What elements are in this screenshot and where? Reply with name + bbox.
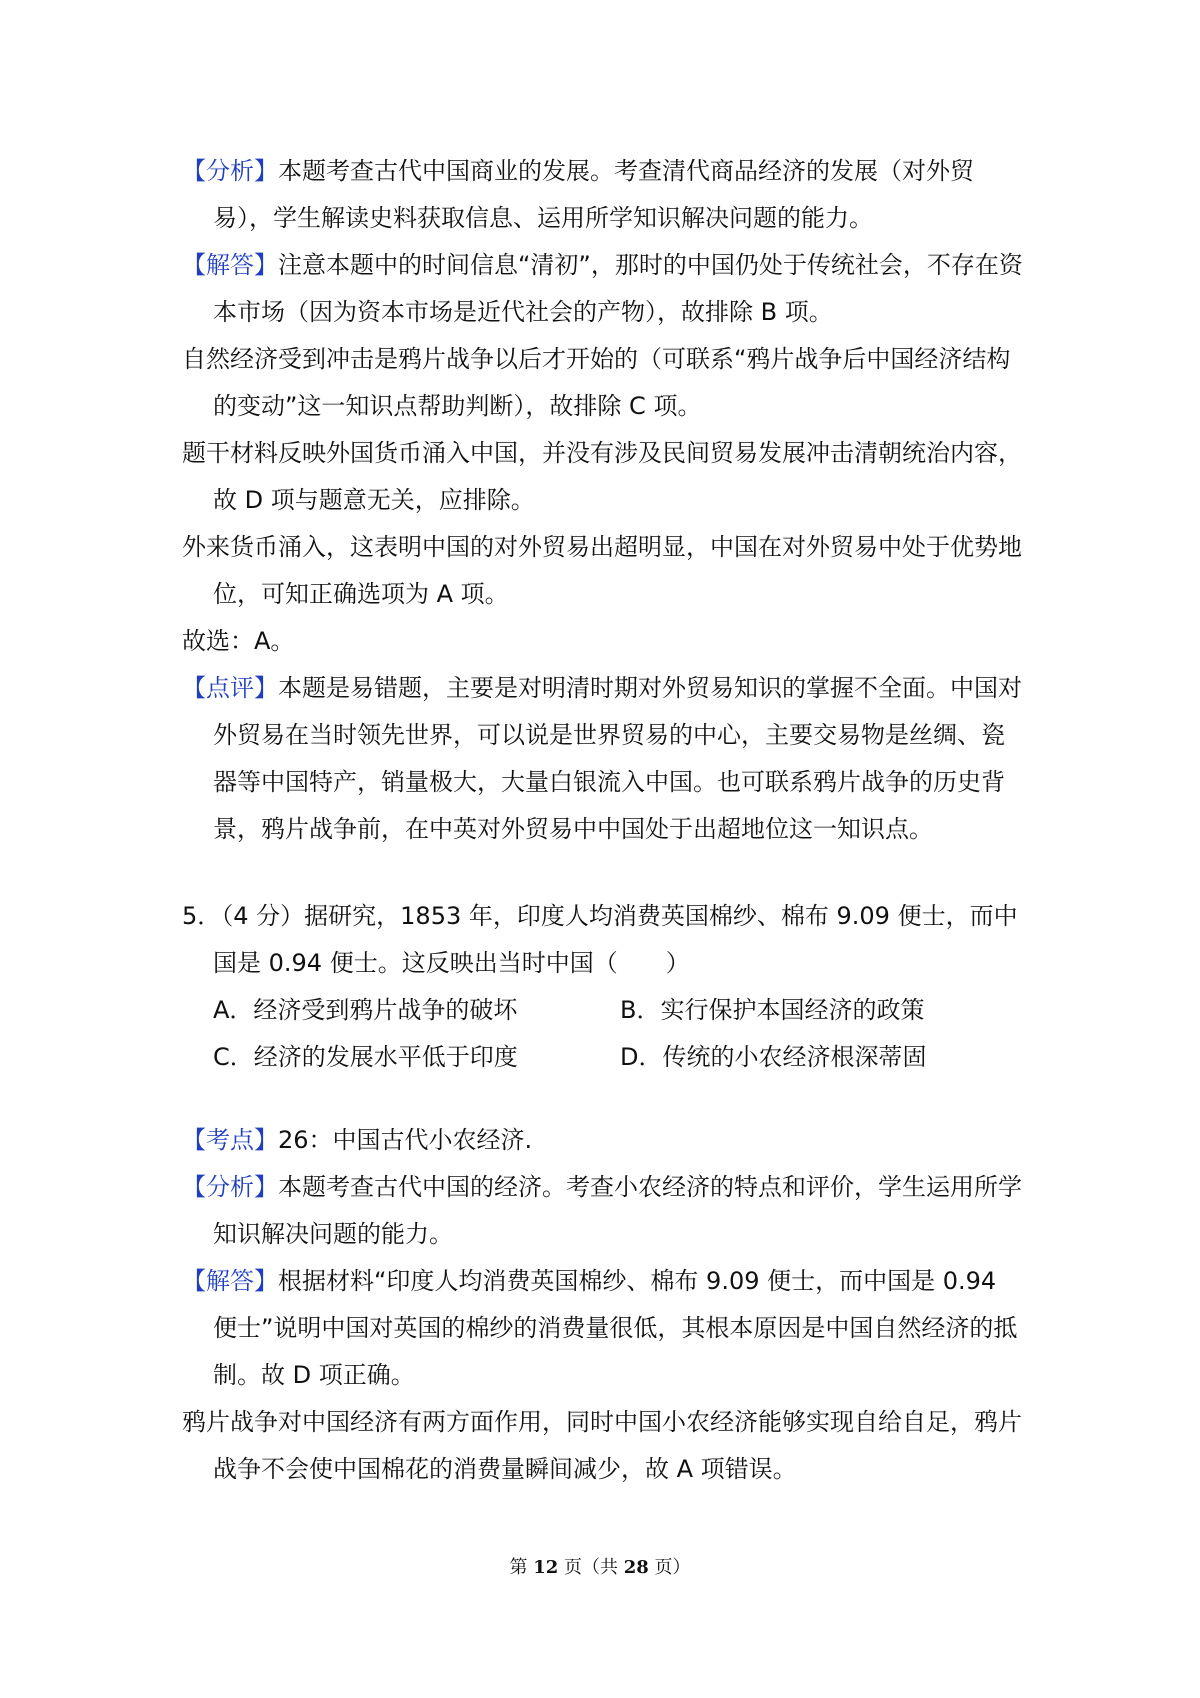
answer-text-2: 根据材料“印度人均消费英国棉纱、棉布 9.09 便士，而中国是 0.94 便士”说明中国对英国的棉纱的消费量很低，其根本原因是中国自然经济的抵制。故 D 项正确。 <box>213 1267 1018 1389</box>
option-b: B．实行保护本国经济的政策 <box>620 996 925 1024</box>
answer-tag-2: 【解答】 <box>182 1267 278 1295</box>
document-body <box>182 148 1027 1493</box>
analysis-tag: 【分析】 <box>182 157 278 185</box>
comment-text: 本题是易错题，主要是对明清时期对外贸易知识的掌握不全面。中国对外贸易在当时领先世界，可以说是世界贸易的中心，主要交易物是丝绸、瓷器等中国特产，销量极大，大量白银流入中国。也可联系鸦片战争的历史背景，鸦片战争前，在中英对外贸易中中国处于出超地位这一知识点。 <box>213 674 1022 843</box>
footer-total-pages: 28 <box>623 1557 649 1578</box>
answer-paragraph-q5-2: 鸦片战争对中国经济有两方面作用，同时中国小农经济能够实现自给自足，鸦片战争不会使中国棉花的消费量瞬间减少，故 A 项错误。 <box>182 1408 1022 1483</box>
answer-paragraph-q5 <box>182 1258 1027 1399</box>
analysis-tag-2: 【分析】 <box>182 1173 278 1201</box>
answer-paragraph-4: 外来货币涌入，这表明中国的对外贸易出超明显，中国在对外贸易中处于优势地位，可知正确选项为 A 项。 <box>182 533 1022 608</box>
answer-text: 注意本题中的时间信息“清初”，那时的中国仍处于传统社会，不存在资本市场（因为资本市场是近代社会的产物），故排除 B 项。 <box>213 251 1023 326</box>
question-stem: 5．（4 分）据研究，1853 年，印度人均消费英国棉纱、棉布 9.09 便士，而中国是 0.94 便士。这反映出当时中国（ ） <box>182 902 1018 977</box>
footer-middle: 页（共 <box>564 1557 618 1578</box>
point-tag: 【考点】 <box>182 1126 278 1154</box>
answer-paragraph-2: 自然经济受到冲击是鸦片战争以后才开始的（可联系“鸦片战争后中国经济结构的变动”这一知识点帮助判断），故排除 C 项。 <box>182 345 1011 420</box>
point-paragraph <box>182 1117 1027 1164</box>
page-footer <box>0 1553 1200 1579</box>
footer-suffix: 页） <box>654 1557 691 1578</box>
analysis-paragraph <box>182 148 1027 242</box>
option-c: C．经济的发展水平低于印度 <box>213 1043 518 1071</box>
analysis-text-2: 本题考查古代中国的经济。考查小农经济的特点和评价，学生运用所学知识解决问题的能力。 <box>213 1173 1022 1248</box>
footer-page-number: 12 <box>533 1557 559 1578</box>
option-a: A．经济受到鸦片战争的破坏 <box>213 996 518 1024</box>
footer-prefix: 第 <box>509 1557 528 1578</box>
question-5 <box>182 893 1027 1081</box>
point-text: 26：中国古代小农经济. <box>278 1126 533 1154</box>
comment-tag: 【点评】 <box>182 674 278 702</box>
final-choice: 故选：A。 <box>182 627 295 655</box>
option-d: D．传统的小农经济根深蒂固 <box>620 1043 927 1071</box>
analysis-paragraph-2 <box>182 1164 1027 1258</box>
answer-tag: 【解答】 <box>182 251 278 279</box>
analysis-text: 本题考查古代中国商业的发展。考查清代商品经济的发展（对外贸易），学生解读史料获取信息、运用所学知识解决问题的能力。 <box>213 157 974 232</box>
answer-paragraph-3: 题干材料反映外国货币涌入中国，并没有涉及民间贸易发展冲击清朝统治内容，故 D 项与题意无关，应排除。 <box>182 439 1022 514</box>
comment-paragraph <box>182 665 1027 853</box>
question-options <box>213 987 1027 1081</box>
answer-paragraph <box>182 242 1027 336</box>
